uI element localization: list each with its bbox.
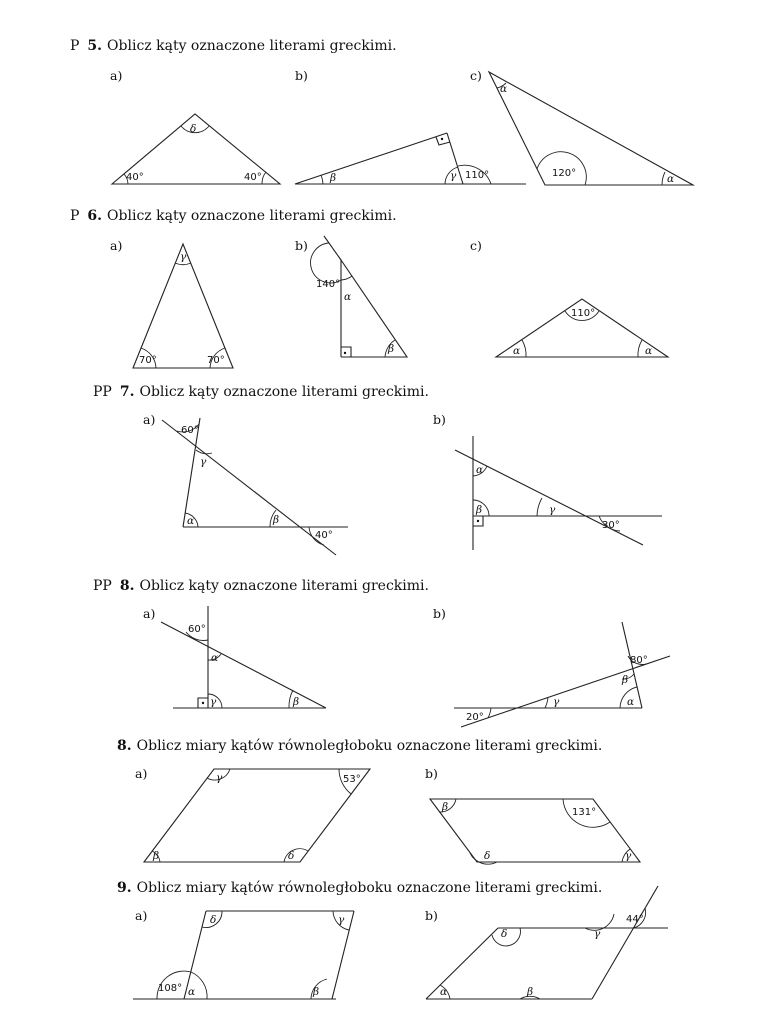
angle-label-gamma: γ [549,504,556,516]
angle-arc [321,175,323,184]
angle-label-beta: β [476,504,483,516]
sub-label-10b: b) [425,908,438,923]
angle-label-gamma: γ [450,170,457,182]
angle-label-30: 30° [602,520,620,531]
angle-label-delta: δ [484,850,491,862]
angle-arc [175,263,191,265]
task-text: Oblicz kąty oznaczone literami greckimi. [107,38,397,54]
angle-label-gamma: γ [338,914,345,926]
side [426,928,498,999]
angle-label-gamma: γ [200,456,207,468]
parallelogram-9a [144,769,370,862]
figure-10b-parallelogram [426,886,668,999]
angle-arc [196,450,212,454]
task-number: 5. [87,38,103,54]
angle-label-gamma: γ [210,696,217,708]
figure-8b [454,622,670,727]
task-text: Oblicz miary kątów równoległoboku oznaczone literami greckimi. [136,880,603,896]
sub-label-8b: b) [433,606,446,621]
angle-arc [522,340,526,357]
angle-label-beta: β [313,986,320,998]
angle-label-alpha: α [187,515,195,527]
sub-label-5c: c) [470,68,482,83]
angle-arc [341,276,352,280]
figure-7b [455,436,662,550]
task-text: Oblicz kąty oznaczone literami greckimi. [139,384,429,400]
task-number: 7. [119,384,135,400]
angle-label-131: 131° [572,807,597,818]
task-number: 9. [117,880,132,896]
angle-label-60: 60° [181,425,199,436]
angle-label-beta: β [527,986,534,998]
angle-label-alpha: α [344,291,352,303]
task-text: Oblicz miary kątów równoległoboku oznaczone literami greckimi. [136,738,603,754]
task-tag: P [70,208,80,224]
task-number: 6. [87,208,103,224]
angle-label-alpha: α [513,345,521,357]
angle-label-delta: δ [190,123,197,135]
sub-label-7b: b) [433,412,446,427]
triangle-5c [489,72,693,185]
right-angle-dot [441,138,443,140]
angle-label-60: 60° [188,624,206,635]
angle-label-20: 20° [466,712,484,723]
task-text: Oblicz kąty oznaczone literami greckimi. [107,208,397,224]
angle-label-alpha: α [500,83,508,95]
angle-label-108: 108° [158,983,183,994]
figure-6a-triangle [133,244,233,368]
sub-label-6a: a) [110,238,123,253]
sub-label-6c: c) [470,238,482,253]
angle-label-beta: β [442,801,449,813]
task-tag: PP [93,578,112,594]
angle-label-gamma: γ [625,850,632,862]
sub-label-9b: b) [425,766,438,781]
angle-label-beta: β [273,514,280,526]
angle-arc [537,498,542,516]
angle-label-120: 120° [552,168,577,179]
transversal-line [162,420,336,555]
angle-label-beta: β [388,343,395,355]
sub-label-5b: b) [295,68,308,83]
figure-9a-parallelogram [144,769,370,862]
angle-label-beta: β [153,850,160,862]
angle-label-gamma: γ [594,928,601,940]
angle-label-alpha: α [211,652,219,664]
figure-8a [161,606,326,708]
right-angle-dot [344,352,346,354]
angle-label-40: 40° [315,530,333,541]
angle-label-53: 53° [343,774,361,785]
angle-label-44: 44° [626,914,644,925]
figure-9b-parallelogram [430,799,640,864]
angle-label-gamma: γ [180,251,187,263]
figure-5c-triangle [489,72,693,185]
angle-label-beta: β [622,674,629,686]
angle-label-alpha: α [188,986,196,998]
angle-label-110: 110° [571,308,596,319]
sub-label-8a: a) [143,606,156,621]
right-angle-mark [341,347,351,357]
angle-label-delta: δ [210,914,217,926]
task-number: 8. [117,738,132,754]
sub-label-6b: b) [295,238,308,253]
task-tag: PP [93,384,112,400]
angle-label-70: 70° [139,355,157,366]
right-angle-dot [477,520,479,522]
figure-10a-parallelogram [133,911,354,999]
angle-label-40: 40° [126,172,144,183]
sub-label-5a: a) [110,68,123,83]
extension-line [324,236,341,260]
task-number: 8. [119,578,135,594]
angle-arc [662,172,665,185]
angle-label-alpha: α [645,345,653,357]
angle-label-gamma: γ [216,772,223,784]
figure-7a [162,418,348,555]
side [295,133,447,184]
angle-label-140: 140° [316,279,341,290]
right-angle-dot [202,702,204,704]
task-tag: P [70,38,80,54]
angle-label-beta: β [330,172,337,184]
sub-label-7a: a) [143,412,156,427]
sub-label-10a: a) [135,908,148,923]
angle-label-delta: δ [501,928,508,940]
angle-label-alpha: α [667,173,675,185]
angle-label-alpha: α [440,986,448,998]
parallelogram-9b [430,799,640,862]
angle-label-alpha: α [627,696,635,708]
figure-6c-triangle [496,299,668,357]
transversal-line [161,622,326,708]
triangle-6b [341,260,407,357]
angle-label-alpha: α [476,464,484,476]
angle-label-40: 40° [244,172,262,183]
angle-arc [311,243,341,283]
figure-5a-triangle [112,114,280,184]
figure-6b-triangle [311,236,407,357]
figure-5b-triangle [295,133,526,184]
task-text: Oblicz kąty oznaczone literami greckimi. [139,578,429,594]
angle-label-80: 80° [630,655,648,666]
angle-label-beta: β [293,696,300,708]
angle-label-gamma: γ [553,696,560,708]
angle-label-110: 110° [465,170,490,181]
right-angle-mark [436,137,450,145]
angle-arc [638,340,642,357]
angle-label-70: 70° [207,355,225,366]
transversal-line [592,886,658,999]
angle-arc [262,172,266,184]
sub-label-9a: a) [135,766,148,781]
angle-label-delta: δ [288,850,295,862]
